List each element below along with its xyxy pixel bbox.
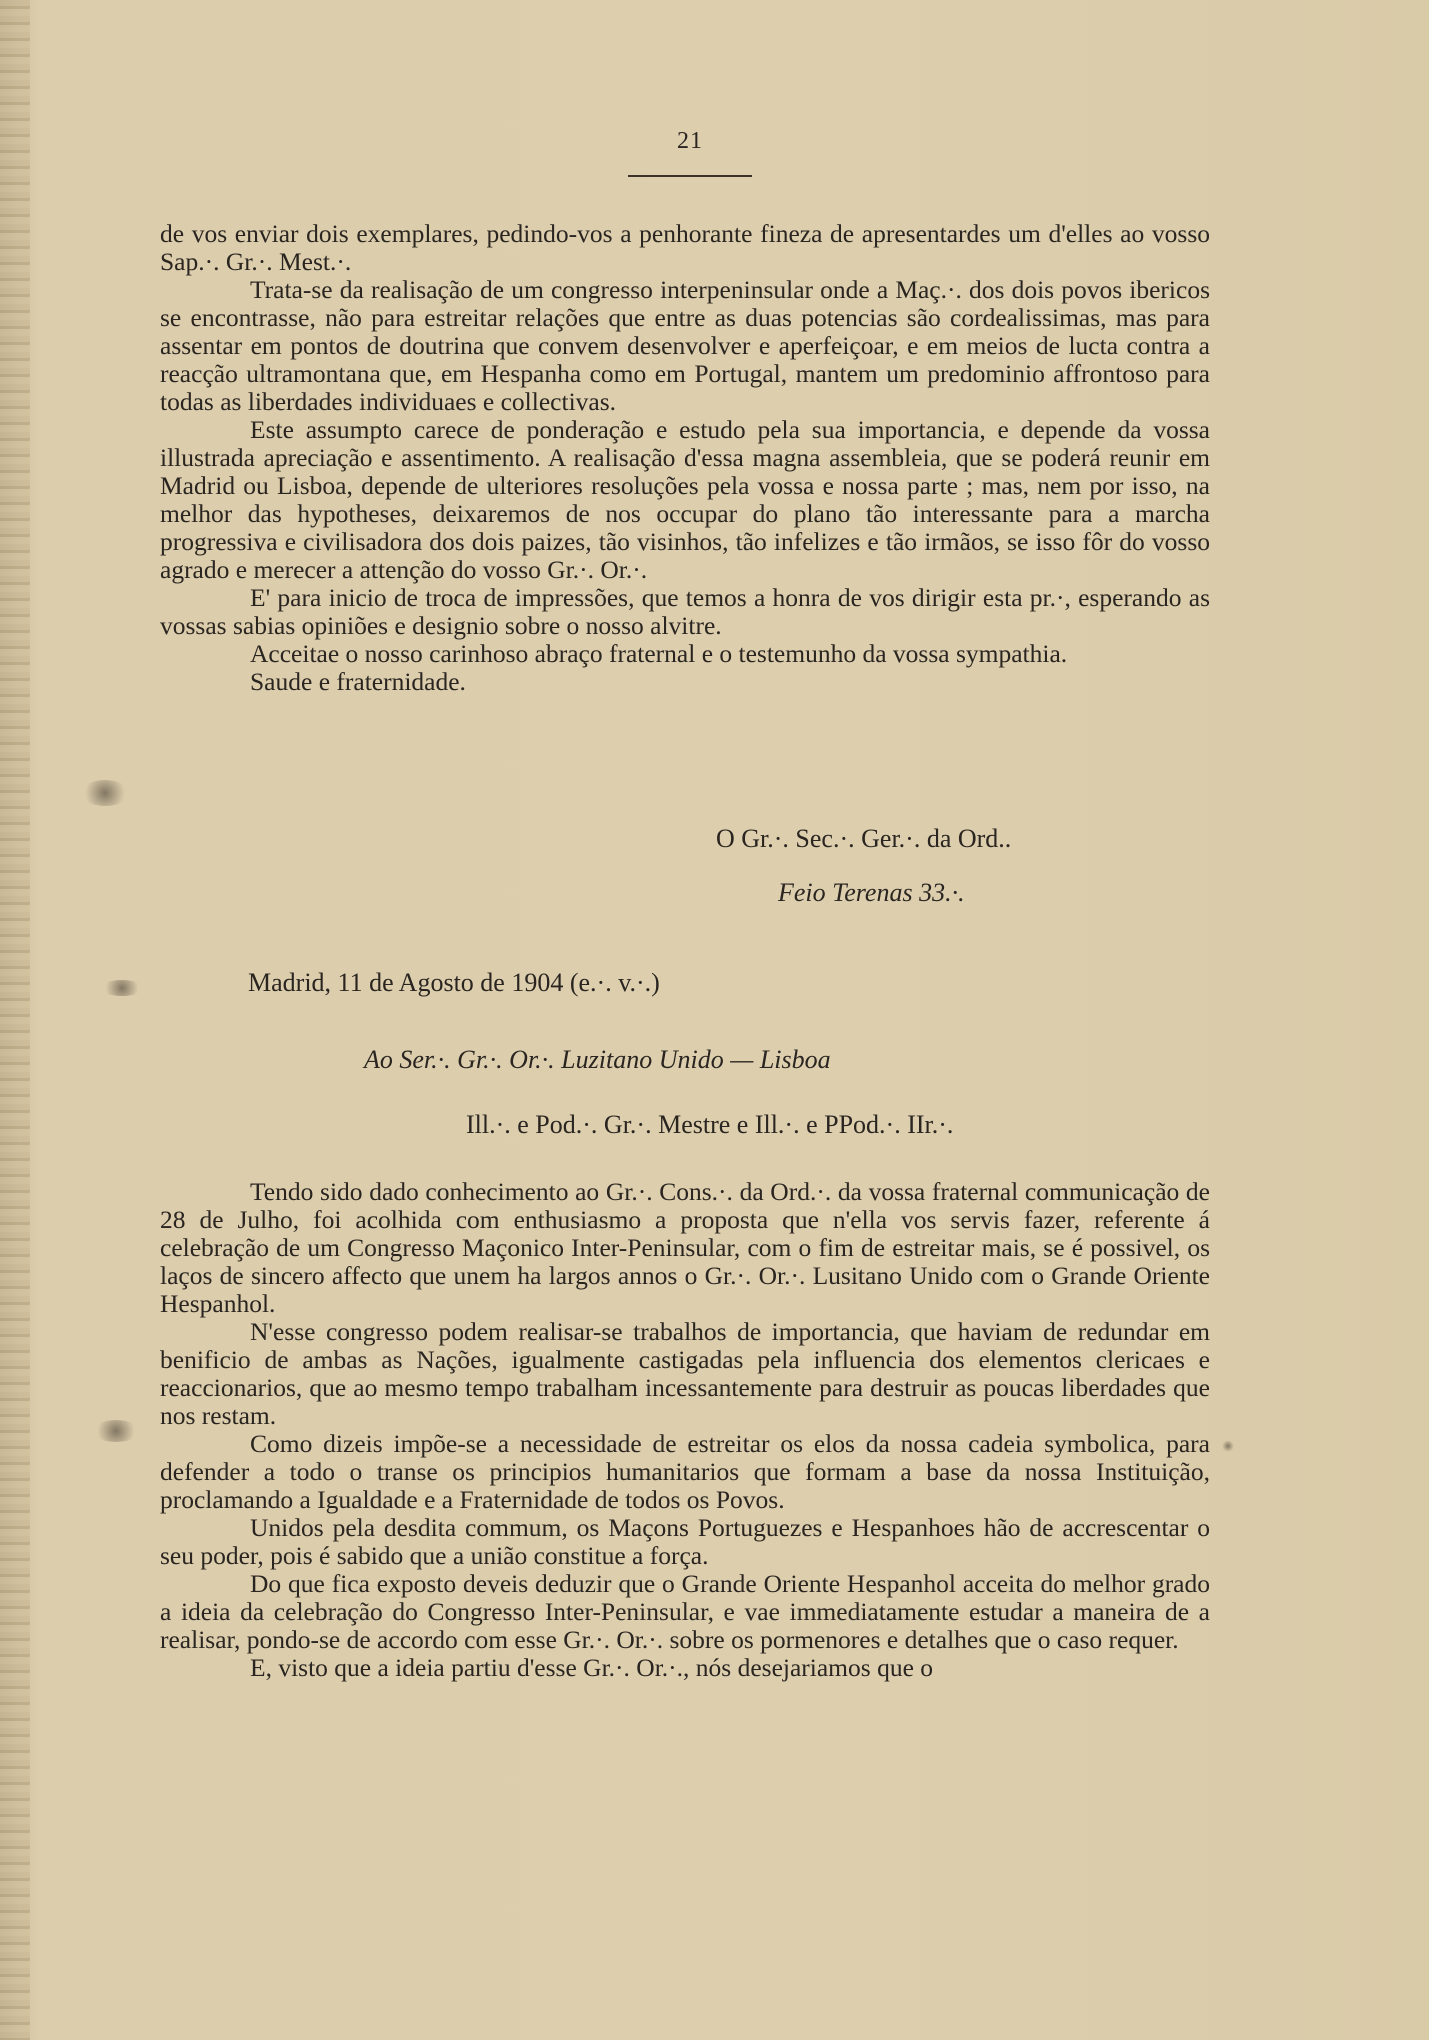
letter1-paragraph: Este assumpto carece de ponderação e estudo pela sua importancia, e depende da vossa illustrada apreciação e assentimento. A realisação d'essa magna assembleia, que se poderá reunir em Madrid ou Lisboa, depende de ulteriores resoluções pela vossa e nossa parte ; mas, nem por isso, na melhor das hypotheses, deixaremos de nos occupar do plano tão interessante para a marcha progressiva e civilisadora dos dois paizes, tão visinhos, tão infelizes e tão irmãos, se isso fôr do vosso agrado e merecer a attenção do vosso Gr.·. Or.·. — [160, 415, 1210, 584]
page-binding-edge — [0, 0, 30, 2040]
letter2-paragraph: Do que fica exposto deveis deduzir que o Grande Oriente Hespanhol acceita do melhor grado a ideia da celebração do Congresso Inter-Peninsular, e vae immediatamente estudar a maneira de a realisar, pondo-se de accordo com esse Gr.·. Or.·. sobre os pormenores e detalhes que o caso requer. — [160, 1569, 1210, 1654]
letter1-paragraph: Acceitae o nosso carinhoso abraço fraternal e o testemunho da vossa sympathia. — [250, 639, 1068, 668]
ink-stain — [100, 980, 144, 996]
letter2-paragraph: Como dizeis impõe-se a necessidade de estreitar os elos da nossa cadeia symbolica, para defender a todo o transe os principios humanitarios que formam a base da nossa Instituição, proclamando a Igualdade e a Fraternidade de todos os Povos. — [160, 1429, 1210, 1514]
letter2-paragraph: Tendo sido dado conhecimento ao Gr.·. Cons.·. da Ord.·. da vossa fraternal communicação de 28 de Julho, foi acolhida com enthusiasmo a proposta que n'ella vos servis fazer, referente á celebração de um Congresso Maçonico Inter-Peninsular, com o fim de estreitar mais, se é possivel, os laços de sincero affecto que unem ha largos annos o Gr.·. Or.·. Lusitano Unido com o Grande Oriente Hespanhol. — [160, 1177, 1210, 1318]
addressee: Ao Ser.·. Gr.·. Or.·. Luzitano Unido — Lisboa — [364, 1045, 831, 1074]
signature-name: Feio Terenas 33.·. — [778, 878, 965, 907]
ink-speck — [1222, 1440, 1234, 1452]
header-rule — [628, 175, 752, 177]
signature-title: O Gr.·. Sec.·. Ger.·. da Ord.. — [716, 824, 1012, 853]
letter2-paragraph: E, visto que a ideia partiu d'esse Gr.·. Or.·., nós desejariamos que o — [250, 1653, 934, 1682]
letter2-body — [160, 1178, 1210, 1682]
letter1-paragraph: de vos enviar dois exemplares, pedindo-vos a penhorante fineza de apresentardes um d'elles ao vosso Sap.·. Gr.·. Mest.·. — [160, 219, 1210, 276]
ink-stain — [80, 780, 130, 806]
page-number: 21 — [677, 128, 703, 154]
letter1-closing: Saude e fraternidade. — [250, 667, 466, 696]
letter1-body — [160, 220, 1210, 696]
ink-stain — [92, 1420, 140, 1442]
dateline: Madrid, 11 de Agosto de 1904 (e.·. v.·.) — [248, 968, 660, 997]
letter2-paragraph: N'esse congresso podem realisar-se trabalhos de importancia, que haviam de redundar em benificio de ambas as Nações, igualmente castigadas pela influencia dos elementos clericaes e reaccionarios, que ao mesmo tempo trabalham incessantemente para destruir as poucas liberdades que nos restam. — [160, 1317, 1210, 1430]
salutation: Ill.·. e Pod.·. Gr.·. Mestre e Ill.·. e PPod.·. IIr.·. — [466, 1110, 954, 1139]
letter1-paragraph: E' para inicio de troca de impressões, que temos a honra de vos dirigir esta pr.·, esperando as vossas sabias opiniões e designio sobre o nosso alvitre. — [160, 583, 1210, 640]
letter1-paragraph: Trata-se da realisação de um congresso interpeninsular onde a Maç.·. dos dois povos ibericos se encontrasse, não para estreitar relações que entre as duas potencias são cordealissimas, mas para assentar em pontos de doutrina que convem desenvolver e aperfeiçoar, e em meios de lucta contra a reacção ultramontana que, em Hespanha como em Portugal, mantem um predominio affrontoso para todas as liberdades individuaes e collectivas. — [160, 275, 1210, 416]
letter2-paragraph: Unidos pela desdita commum, os Maçons Portuguezes e Hespanhoes hão de accrescentar o seu poder, pois é sabido que a união constitue a força. — [160, 1513, 1210, 1570]
